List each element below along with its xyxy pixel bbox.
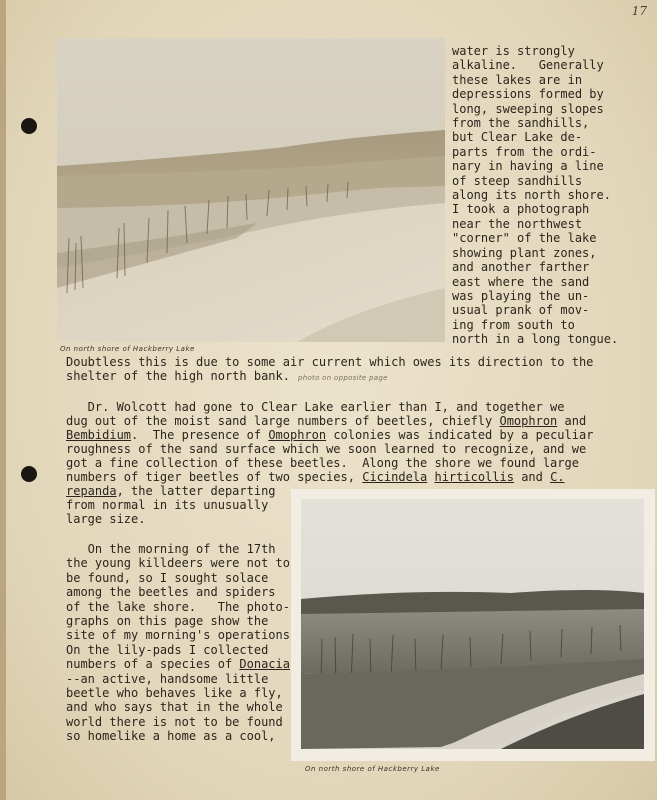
side-column-line: along its north shore. xyxy=(452,188,611,203)
photo-lake-shore-bottom-image xyxy=(291,489,655,761)
para1-line2-text: shelter of the high north bank. xyxy=(66,369,290,383)
para1-line2 xyxy=(66,369,388,385)
term-c: C. xyxy=(550,470,565,484)
side-column-line: I took a photograph xyxy=(452,202,590,217)
side-column-text xyxy=(452,44,652,347)
para1-line1: Doubtless this is due to some air current which owes its direction to the xyxy=(66,355,594,369)
photo-lake-shore-top-image xyxy=(57,38,445,342)
para3-line xyxy=(66,628,291,642)
side-column-line: these lakes are in xyxy=(452,72,583,87)
side-column-line: but Clear Lake de- xyxy=(452,130,583,145)
term-bembidium: Bembidium xyxy=(66,428,132,442)
para3-line: beetle who behaves like a fly, xyxy=(66,686,283,701)
para3-line: world there is not to be found xyxy=(66,714,283,729)
para3-line-text: among the beetles and spiders xyxy=(66,585,276,600)
para3-line-text: graphs on this page show the xyxy=(66,614,269,629)
term-omophron: Omophron xyxy=(499,414,558,428)
term-cicindela: Cicindela xyxy=(362,470,428,484)
term-donacia: Donacia xyxy=(239,657,290,672)
para3-line: --an active, handsome little xyxy=(66,671,269,686)
para2-l6-text: numbers of tiger beetles of two species, xyxy=(66,470,363,484)
para3-line xyxy=(66,556,291,570)
photo-lake-shore-top xyxy=(57,38,445,342)
binder-hole-bottom xyxy=(21,466,37,482)
para2-line9: large size. xyxy=(66,512,146,526)
side-column-line: north in a long tongue. xyxy=(452,332,619,347)
term-hirticollis: hirticollis xyxy=(434,470,514,484)
side-column-line: parts from the ordi- xyxy=(452,144,597,159)
handwritten-note: photo on opposite page xyxy=(297,374,388,382)
para2-l2-and: and xyxy=(557,414,587,428)
side-column-line: and another farther xyxy=(452,260,590,275)
para2-l2-text: dug out of the moist sand large numbers of beetles, chiefly xyxy=(66,414,500,428)
side-column-line: east where the sand xyxy=(452,274,590,289)
para2-l6-and: and xyxy=(513,470,551,484)
para3-line-text: of the lake shore. The photo- xyxy=(66,599,290,614)
para2-line2 xyxy=(66,414,586,428)
term-omophron-2: Omophron xyxy=(268,428,327,442)
page-binding-edge xyxy=(0,0,6,800)
side-column-line: usual prank of mov- xyxy=(452,303,590,318)
page-number: 17 xyxy=(631,4,647,18)
para3-line xyxy=(66,585,291,599)
para2-l7-text: , the latter departing xyxy=(116,484,276,498)
para3-line-text: On the morning of the 17th xyxy=(66,542,276,556)
side-column-line: alkaline. Generally xyxy=(452,58,604,73)
para3-line-text: On the lily-pads I collected xyxy=(66,642,269,657)
para3-line xyxy=(66,571,291,585)
para3-line xyxy=(66,643,291,657)
para3-line xyxy=(66,600,291,614)
photo-top-caption: On north shore of Hackberry Lake xyxy=(60,345,195,353)
side-column-line: nary in having a line xyxy=(452,159,604,174)
side-column-line: from the sandhills, xyxy=(452,116,590,131)
side-column-line: depressions formed by xyxy=(452,87,604,102)
para3-line-text: site of my morning's operations xyxy=(66,628,290,643)
para3-line xyxy=(66,614,291,628)
side-column-line: was playing the un- xyxy=(452,288,590,303)
term-repanda: repanda xyxy=(66,484,117,498)
side-column-line: long, sweeping slopes xyxy=(452,101,604,116)
side-column-line: near the northwest xyxy=(452,216,583,231)
para2-line4: roughness of the sand surface which we soon learned to recognize, and we xyxy=(66,442,587,456)
para2-line7 xyxy=(66,484,276,498)
para3-line xyxy=(66,542,291,556)
para2-line5: got a fine collection of these beetles. Along the shore we found large xyxy=(66,456,579,470)
photo-lake-shore-bottom-mount xyxy=(291,489,655,761)
para3-text xyxy=(66,542,291,744)
para2-line3 xyxy=(66,428,593,442)
para3-line-text: numbers of a species of xyxy=(66,657,240,672)
para3-line-text: be found, so I sought solace xyxy=(66,570,269,585)
binder-hole-top xyxy=(21,118,37,134)
side-column-line: of steep sandhills xyxy=(452,173,583,188)
side-column-line: showing plant zones, xyxy=(452,245,597,260)
para3-line xyxy=(66,657,291,671)
para3-line: and who says that in the whole xyxy=(66,700,283,715)
para2-l3-end: colonies was indicated by a peculiar xyxy=(326,428,594,442)
para2-line1: Dr. Wolcott had gone to Clear Lake earlier than I, and together we xyxy=(66,400,565,414)
side-column-line: water is strongly xyxy=(452,44,575,58)
photo-bottom-caption: On north shore of Hackberry Lake xyxy=(305,765,440,773)
para2-line8: from normal in its unusually xyxy=(66,498,269,512)
para3-line-text: the young killdeers were not to xyxy=(66,556,290,571)
para2-l3-text: . The presence of xyxy=(131,428,269,442)
para2-line6 xyxy=(66,470,565,484)
side-column-line: "corner" of the lake xyxy=(452,231,597,246)
side-column-line: ing from south to xyxy=(452,317,575,332)
para3-line: so homelike a home as a cool, xyxy=(66,729,276,744)
